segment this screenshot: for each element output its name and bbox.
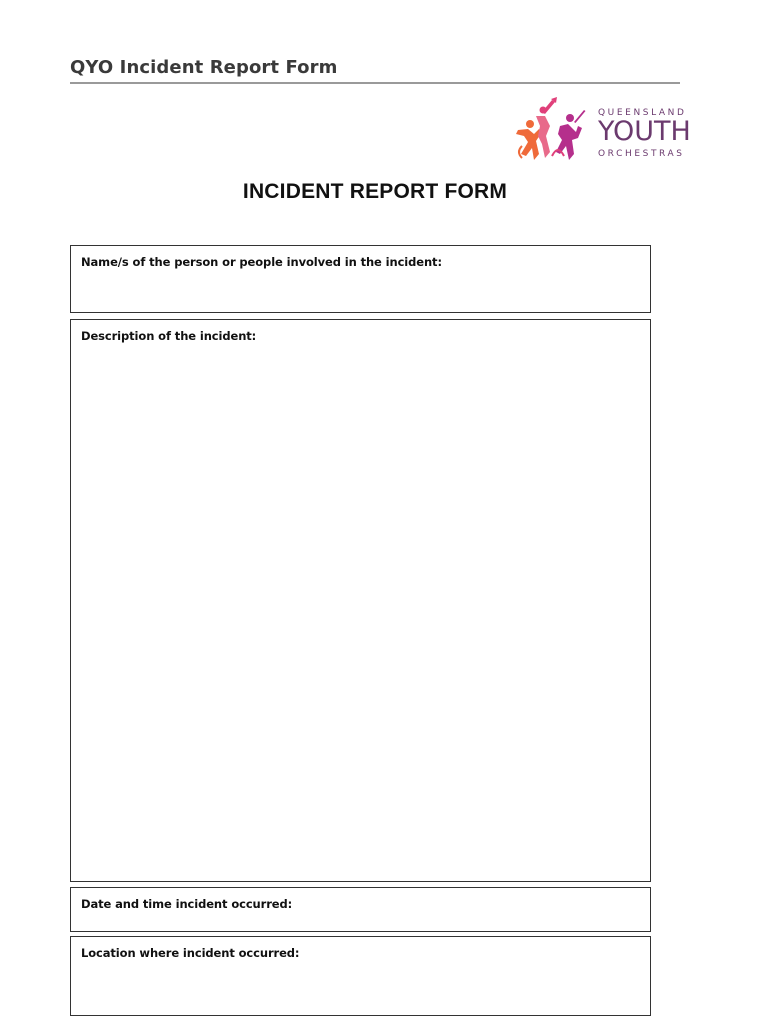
header-title: QYO Incident Report Form [70,57,338,78]
qyo-logo [512,96,691,168]
incident-datetime-field[interactable] [70,887,651,932]
incident-location-label: Location where incident occurred: [81,946,300,960]
names-involved-label: Name/s of the person or people involved in the incident: [81,255,442,269]
document-title: INCIDENT REPORT FORM [242,180,508,203]
incident-description-field[interactable] [70,319,651,882]
header-divider [70,82,680,84]
logo-text-queensland: QUEENSLAND [598,108,687,118]
logo-text-orchestras: ORCHESTRAS [598,149,685,159]
names-involved-field[interactable] [70,245,651,313]
musicians-logo-icon [512,96,598,168]
incident-description-label: Description of the incident: [81,329,257,343]
incident-datetime-label: Date and time incident occurred: [81,897,293,911]
incident-location-field[interactable] [70,936,651,1016]
logo-text-youth: YOUTH [598,116,691,147]
